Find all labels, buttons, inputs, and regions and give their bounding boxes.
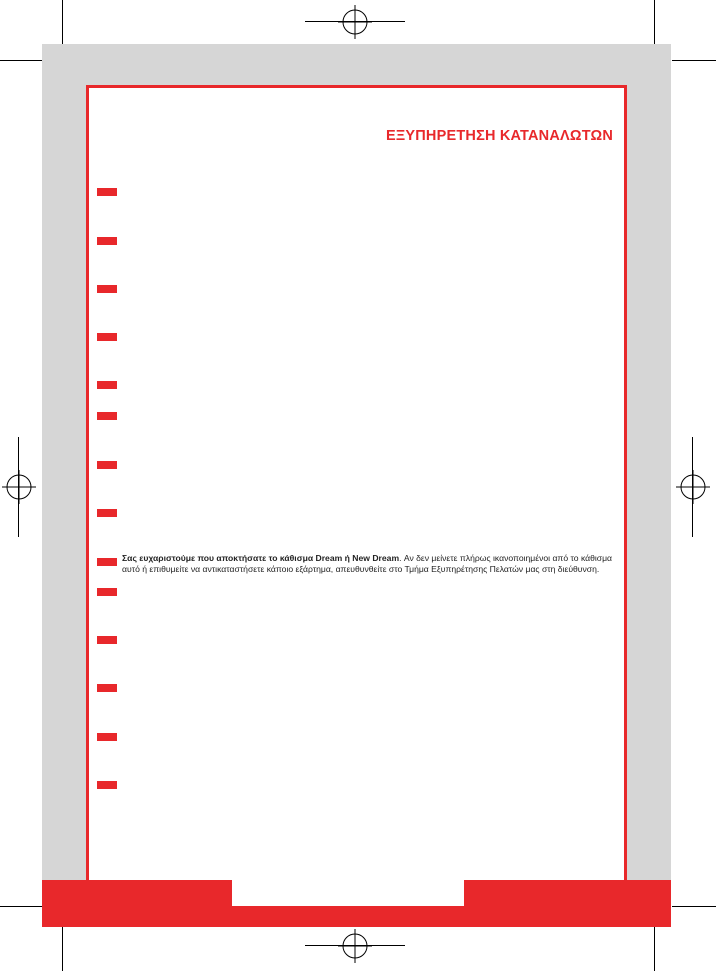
thank-you-rest: . Αν δεν μείνετε πλήρως ικανοποιημένοι από το κάθισμα αυτό ή επιθυμείτε να αντικαταστήσετε κάποιο εξάρτημα, απευθυνθείτε στο Τμήμα Εξυπηρέτησης Πελατών μας στη διεύθυνση. (122, 553, 613, 574)
section-marker (97, 588, 117, 596)
registration-mark-icon (338, 929, 372, 963)
section-marker (97, 333, 117, 341)
section-marker (97, 781, 117, 789)
registration-mark-icon (338, 5, 372, 39)
registration-mark-icon (2, 470, 36, 504)
crop-mark (654, 0, 655, 44)
section-marker (97, 636, 117, 644)
section-marker (97, 461, 117, 469)
crop-mark (672, 60, 716, 61)
section-marker (97, 733, 117, 741)
section-marker (97, 237, 117, 245)
section-marker (97, 684, 117, 692)
section-marker (97, 558, 117, 566)
thank-you-paragraph (122, 553, 622, 575)
crop-mark (0, 906, 42, 907)
registration-mark-icon (676, 470, 710, 504)
crop-mark (0, 60, 42, 61)
crop-mark (654, 927, 655, 971)
section-marker (97, 412, 117, 420)
section-marker (97, 285, 117, 293)
content-frame (86, 85, 627, 885)
section-marker (97, 381, 117, 389)
crop-mark (62, 0, 63, 44)
section-marker (97, 188, 117, 196)
footer-notch (232, 880, 464, 906)
page-title: ΕΞΥΠΗΡΕΤΗΣΗ ΚΑΤΑΝΑΛΩΤΩΝ (385, 128, 613, 144)
crop-mark (672, 906, 716, 907)
crop-mark (62, 927, 63, 971)
thank-you-lead: Σας ευχαριστούμε που αποκτήσατε το κάθισμα Dream ή New Dream (122, 553, 400, 563)
section-marker (97, 509, 117, 517)
